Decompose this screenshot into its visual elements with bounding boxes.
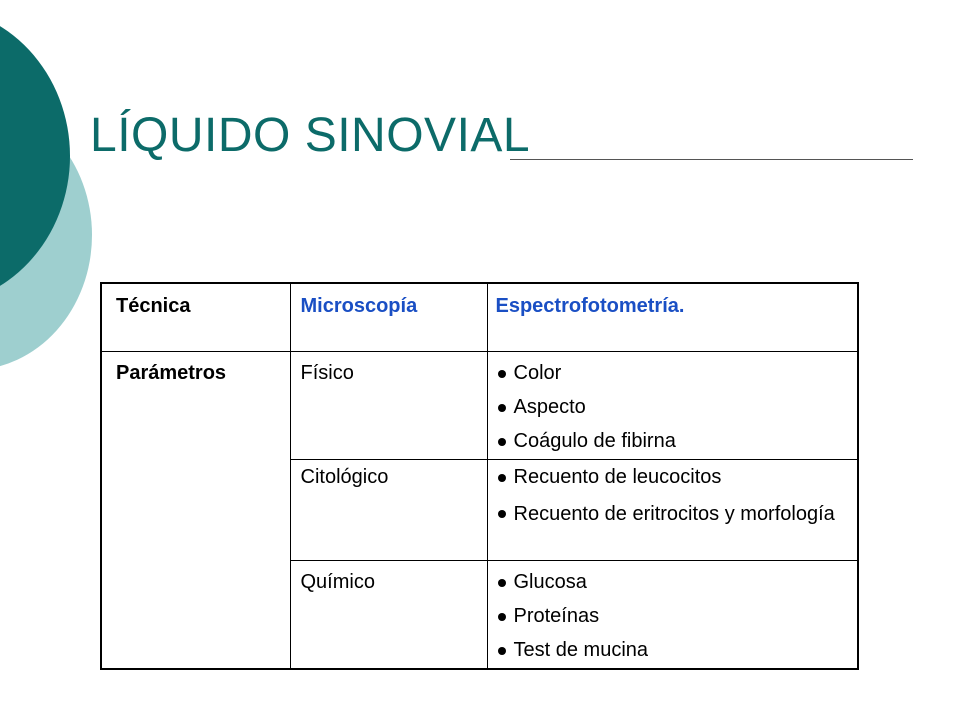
bullet-list	[496, 362, 858, 453]
bullet-list	[496, 466, 858, 528]
list-item-text: Recuento de eritrocitos y morfología	[513, 502, 835, 525]
list-item-text: Color	[513, 361, 562, 384]
list-item-text: Proteínas	[513, 604, 600, 627]
list-item-text: Coágulo de fibirna	[513, 429, 676, 452]
table-row-fisico	[101, 351, 858, 459]
bullet-dot-icon	[498, 404, 506, 412]
list-item-text: Recuento de leucocitos	[513, 465, 722, 488]
header-espectrofotometria: Espectrofotometría.	[487, 283, 858, 351]
list-item	[496, 466, 858, 489]
list-item	[496, 500, 858, 528]
bullet-dot-icon	[498, 370, 506, 378]
bullet-dot-icon	[498, 647, 506, 655]
bullet-dot-icon	[498, 613, 506, 621]
list-item	[496, 571, 858, 594]
parameters-label: Parámetros	[101, 351, 290, 669]
list-item	[496, 605, 858, 628]
bullet-dot-icon	[498, 438, 506, 446]
category-citologico: Citológico	[290, 459, 487, 560]
list-item	[496, 639, 858, 662]
slide-title: LÍQUIDO SINOVIAL	[90, 109, 531, 162]
items-fisico	[487, 351, 858, 459]
list-item-text: Glucosa	[513, 570, 587, 593]
list-item	[496, 362, 858, 385]
items-quimico	[487, 560, 858, 669]
bullet-list	[496, 571, 858, 662]
bullet-dot-icon	[498, 510, 506, 518]
header-tecnica: Técnica	[101, 283, 290, 351]
title-underline	[510, 159, 913, 160]
bullet-dot-icon	[498, 579, 506, 587]
list-item-text: Aspecto	[513, 395, 586, 418]
synovial-fluid-table	[100, 282, 859, 670]
list-item	[496, 430, 858, 453]
category-fisico: Físico	[290, 351, 487, 459]
bullet-dot-icon	[498, 474, 506, 482]
table-header-row	[101, 283, 858, 351]
items-citologico	[487, 459, 858, 560]
list-item-text: Test de mucina	[513, 638, 649, 661]
list-item	[496, 396, 858, 419]
category-quimico: Químico	[290, 560, 487, 669]
header-microscopia: Microscopía	[290, 283, 487, 351]
